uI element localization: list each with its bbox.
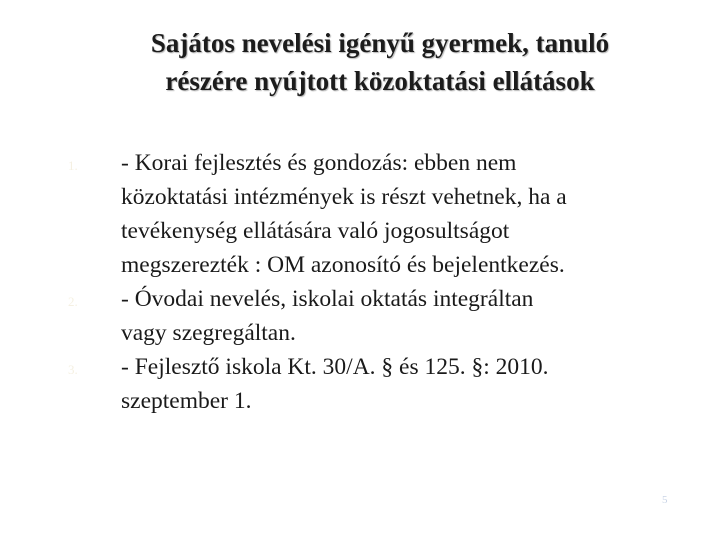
list-item-number: 1. xyxy=(68,158,78,173)
list-item-line: megszerezték : OM azonosító és bejelentkezés. xyxy=(121,252,565,278)
list-item-text xyxy=(121,282,681,350)
list-item-text xyxy=(121,146,681,282)
numbered-list xyxy=(0,146,720,418)
title-line-1: Sajátos nevelési igényű gyermek, tanuló xyxy=(150,28,610,58)
title-line-2: részére nyújtott közoktatási ellátások xyxy=(165,66,595,96)
list-item-line: - Óvodai nevelés, iskolai oktatás integráltan xyxy=(121,286,534,312)
list-item-line: vagy szegregáltan. xyxy=(121,320,296,346)
list-item-3 xyxy=(0,350,720,418)
list-item-line: - Korai fejlesztés és gondozás: ebben nem xyxy=(121,150,517,176)
page-number: 5 xyxy=(662,494,668,506)
list-item-line: közoktatási intézmények is részt vehetnek, ha a xyxy=(121,184,567,210)
list-item-line: tevékenység ellátására való jogosultságot xyxy=(121,218,510,244)
list-item-2 xyxy=(0,282,720,350)
list-item-text xyxy=(121,350,681,418)
slide-title xyxy=(60,24,700,100)
list-item-line: szeptember 1. xyxy=(121,388,252,414)
list-item-number: 3. xyxy=(68,362,78,377)
list-item-line: - Fejlesztő iskola Kt. 30/A. § és 125. §: 2010. xyxy=(121,354,549,380)
list-item-number: 2. xyxy=(68,294,78,309)
list-item-1 xyxy=(0,146,720,282)
